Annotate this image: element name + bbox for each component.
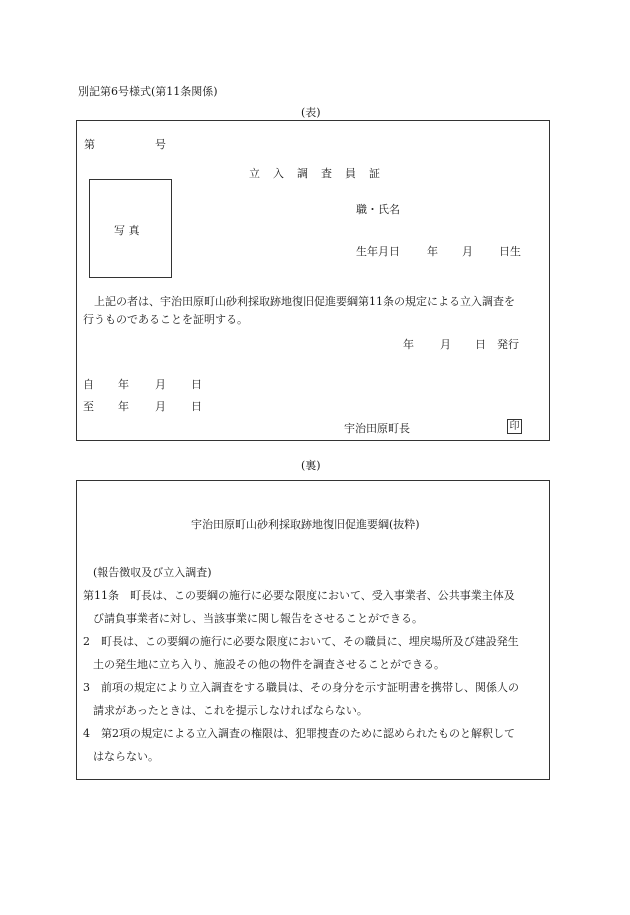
- seal-stamp: 印: [507, 419, 522, 434]
- form-title: 別記第6号様式(第11条関係): [78, 85, 218, 98]
- card-title: 立入調査員証: [249, 167, 393, 180]
- front-label: (表): [301, 106, 321, 119]
- issue-word: 発行: [497, 338, 519, 351]
- certification-line-1: 上記の者は、宇治田原町山砂利採取跡地復旧促進要綱第11条の規定による立入調査を: [94, 295, 515, 308]
- back-title: 宇治田原町山砂利採取跡地復旧促進要綱(抜粋): [191, 518, 420, 531]
- section-heading: (報告徴収及び立入調査): [93, 566, 212, 579]
- birth-month: 月: [462, 245, 473, 258]
- issue-day: 日: [475, 338, 486, 351]
- issue-year: 年: [403, 338, 414, 351]
- birth-year: 年: [427, 245, 438, 258]
- item-3-line-1: 3 前項の規定により立入調査をする職員は、その身分を示す証明書を携帯し、関係人の: [83, 681, 519, 694]
- item-3-line-2: 請求があったときは、これを提示しなければならない。: [93, 704, 368, 717]
- issue-month: 月: [440, 338, 451, 351]
- item-4-line-2: はならない。: [93, 750, 159, 763]
- back-card: [76, 480, 550, 780]
- number-suffix: 号: [155, 138, 166, 151]
- item-4-line-1: 4 第2項の規定による立入調査の権限は、犯罪捜査のために認められたものと解釈して: [83, 727, 515, 740]
- back-label: (裏): [301, 459, 321, 472]
- issuer: 宇治田原町長: [344, 422, 410, 435]
- front-card: [76, 120, 550, 441]
- article-11-line-1: 第11条 町長は、この要綱の施行に必要な限度において、受入事業者、公共事業主体及: [83, 589, 515, 602]
- certification-line-2: 行うものであることを証明する。: [83, 313, 248, 326]
- from-month: 月: [155, 378, 166, 391]
- from-year: 年: [118, 378, 129, 391]
- article-11-line-2: び請負事業者に対し、当該事業に関し報告をさせることができる。: [93, 612, 423, 625]
- from-day: 日: [191, 378, 202, 391]
- to-day: 日: [191, 400, 202, 413]
- to-label: 至: [83, 400, 94, 413]
- photo-box: [89, 179, 172, 278]
- number-prefix: 第: [84, 138, 95, 151]
- item-2-line-2: 土の発生地に立ち入り、施設その他の物件を調査させることができる。: [93, 658, 445, 671]
- birth-label: 生年月日: [356, 245, 400, 258]
- from-label: 自: [83, 378, 94, 391]
- item-2-line-1: 2 町長は、この要綱の施行に必要な限度において、その職員に、埋戻場所及び建設発生: [83, 635, 519, 648]
- to-month: 月: [155, 400, 166, 413]
- to-year: 年: [118, 400, 129, 413]
- photo-label: 写 真: [114, 224, 140, 237]
- birth-day: 日生: [499, 245, 521, 258]
- position-name-label: 職・氏名: [356, 203, 400, 216]
